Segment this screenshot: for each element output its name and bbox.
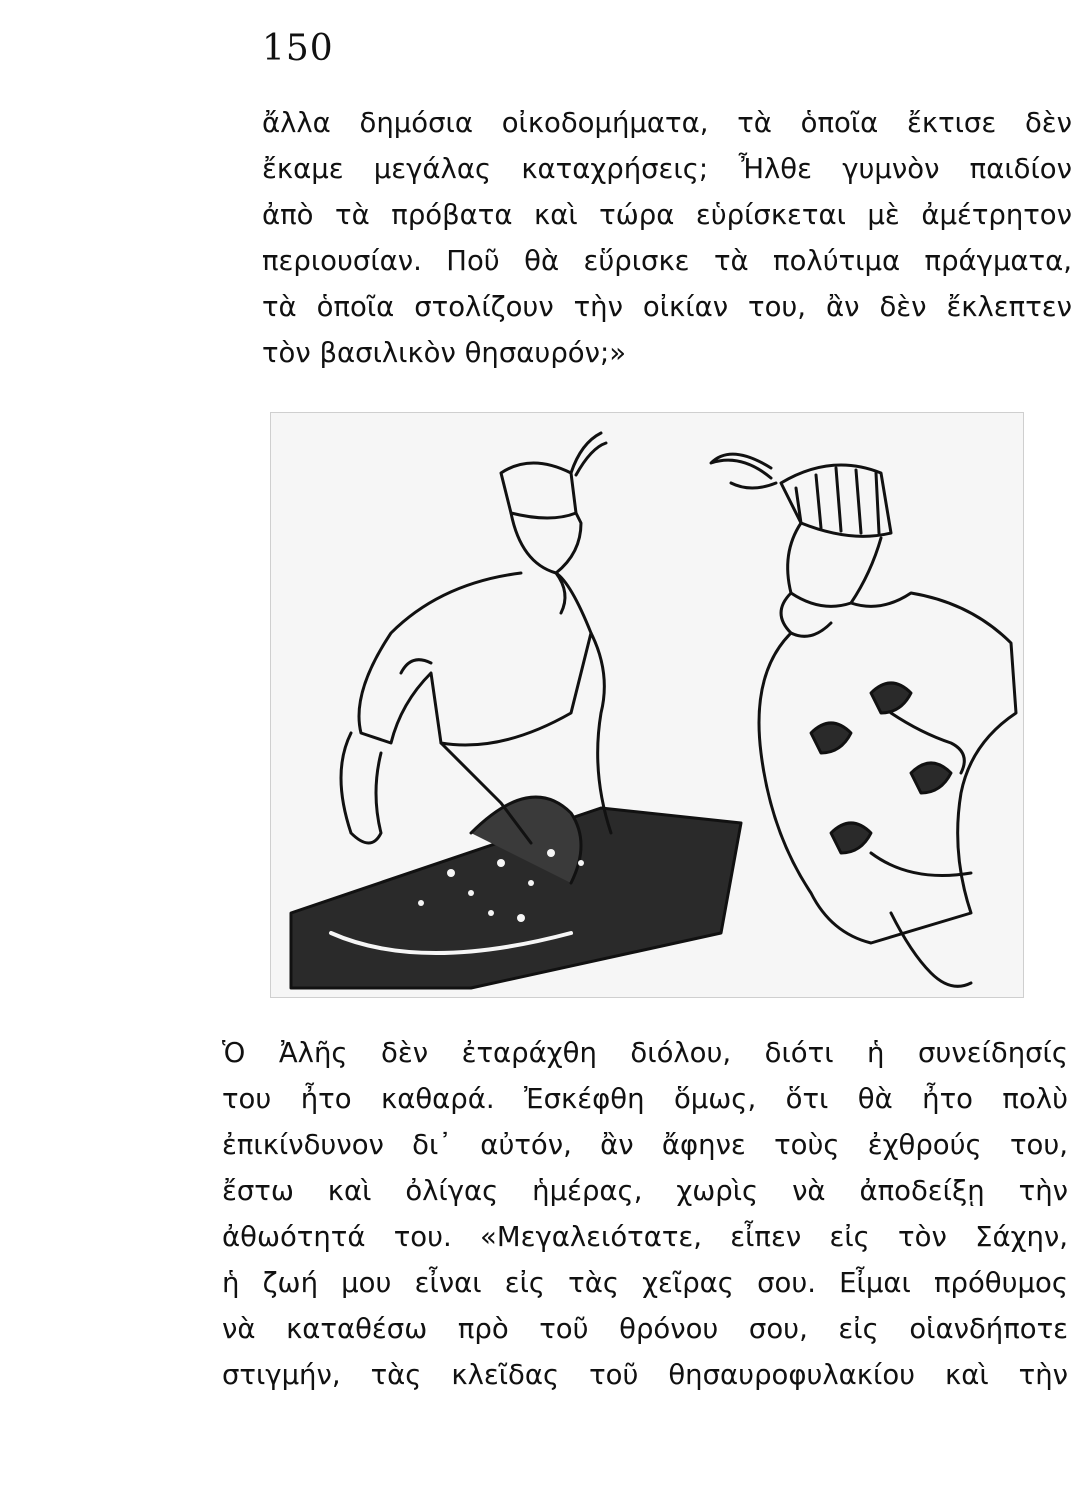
illustration-drawing (271, 413, 1023, 997)
text-line: τὰ ὁποῖα στολίζουν τὴν οἰκίαν του, ἂν δὲν ἔκλεπτεν (262, 291, 1072, 323)
paragraph-bottom (222, 1030, 1068, 1398)
text-line: του ἦτο καθαρά. Ἐσκέφθη ὅμως, ὅτι θὰ ἦτο πολὺ (222, 1083, 1068, 1115)
right-body (759, 593, 1016, 943)
paragraph-top (262, 100, 1072, 376)
left-body (359, 573, 591, 745)
text-line: τὸν βασιλικὸν θησαυρόν;» (262, 337, 627, 369)
left-turban (501, 463, 576, 518)
illustration (270, 412, 1024, 998)
text-line: Ὁ Ἀλῆς δὲν ἐταράχθη διόλου, διότι ἡ συνείδησίς (222, 1037, 1068, 1069)
text-line: ἀθωότητά του. «Μεγαλειότατε, εἶπεν εἰς τὸν Σάχην, (222, 1221, 1068, 1253)
text-line: ἐπικίνδυνον δι᾽ αὐτόν, ἂν ἄφηνε τοὺς ἐχθρούς του, (222, 1129, 1068, 1161)
text-line: νὰ καταθέσω πρὸ τοῦ θρόνου σου, εἰς οἱανδήποτε (222, 1313, 1068, 1345)
text-line: ἔστω καὶ ὀλίγας ἡμέρας, χωρὶς νὰ ἀποδείξῃ τὴν (222, 1175, 1068, 1207)
page-number: 150 (262, 28, 334, 69)
text-line: περιουσίαν. Ποῦ θὰ εὕρισκε τὰ πολύτιμα πράγματα, (262, 245, 1072, 277)
text-line: στιγμήν, τὰς κλεῖδας τοῦ θησαυροφυλακίου καὶ τὴν (222, 1359, 1068, 1391)
text-line: ἄλλα δημόσια οἰκοδομήματα, τὰ ὁποῖα ἔκτισε δὲν (262, 107, 1072, 139)
text-line: ἀπὸ τὰ πρόβατα καὶ τώρα εὑρίσκεται μὲ ἀμέτρητον (262, 199, 1072, 231)
text-line: ἡ ζωή μου εἶναι εἰς τὰς χεῖρας σου. Εἶμαι πρόθυμος (222, 1267, 1068, 1299)
text-line: ἔκαμε μεγάλας καταχρήσεις; Ἦλθε γυμνὸν παιδίον (262, 153, 1072, 185)
